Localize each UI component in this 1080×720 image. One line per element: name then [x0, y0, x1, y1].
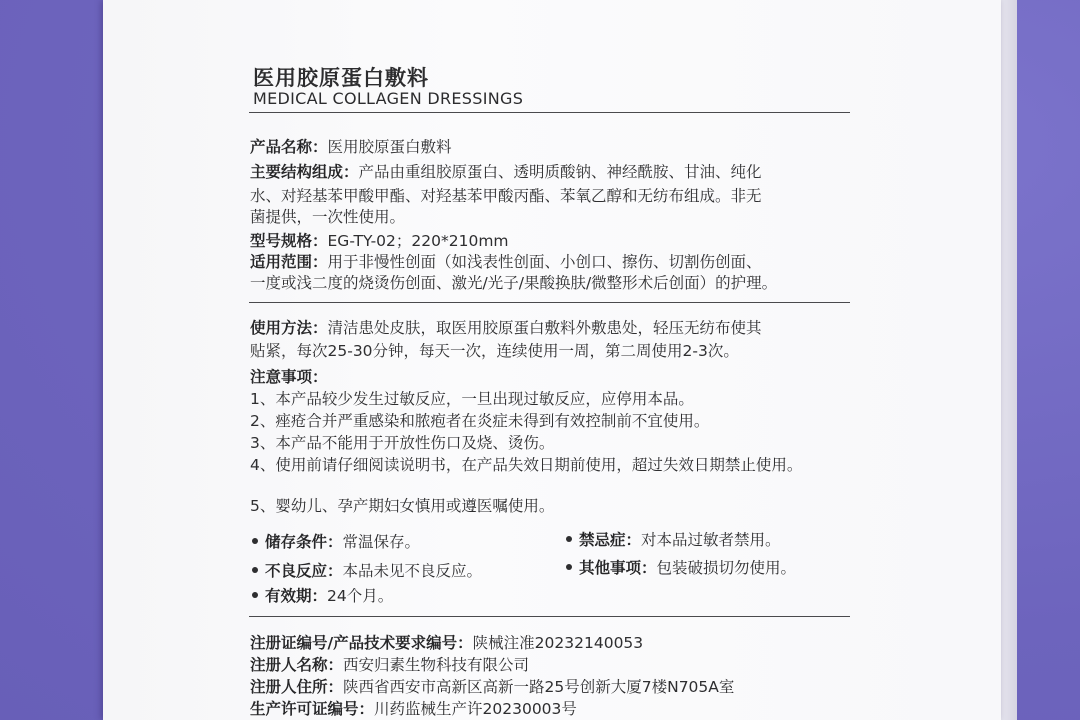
composition-label: 主要结构组成：	[250, 163, 359, 181]
model-value: EG-TY-02；220*210mm	[327, 232, 509, 250]
other-label: 其他事项：	[579, 559, 657, 577]
address-label: 注册人住所：	[250, 678, 344, 696]
box-side-edge	[1000, 0, 1017, 720]
product-name-value: 医用胶原蛋白敷料	[327, 138, 452, 156]
contraindication-label: 禁忌症：	[579, 531, 642, 549]
validity-row	[252, 586, 393, 606]
scope-row	[250, 252, 762, 272]
composition-line-2: 水、对羟基苯甲酸甲酯、对羟基苯甲酸丙酯、苯氧乙醇和无纺布组成。非无	[250, 187, 762, 205]
other-row	[566, 558, 796, 578]
note-item: 1、本产品较少发生过敏反应，一旦出现过敏反应，应停用本品。	[250, 390, 694, 408]
license-label: 生产许可证编号：	[250, 700, 375, 718]
title-english: MEDICAL COLLAGEN DRESSINGS	[253, 89, 524, 108]
usage-line-1: 清洁患处皮肤，取医用胶原蛋白敷料外敷患处，轻压无纺布使其	[327, 319, 762, 337]
registration-value: 陕械注准20232140053	[472, 634, 644, 652]
product-name-row	[250, 137, 452, 157]
composition-line-3: 菌提供，一次性使用。	[250, 208, 406, 226]
composition-line-1: 产品由重组胶原蛋白、透明质酸钠、神经酰胺、甘油、纯化	[358, 163, 762, 181]
bullet-icon	[566, 536, 572, 542]
composition-row	[250, 162, 762, 182]
model-label: 型号规格：	[250, 232, 328, 250]
usage-label: 使用方法：	[250, 319, 328, 337]
registration-label: 注册证编号/产品技术要求编号：	[250, 634, 473, 652]
bullet-icon	[252, 567, 258, 573]
contraindication-value: 对本品过敏者禁用。	[641, 531, 781, 549]
note-item: 5、婴幼儿、孕产期妇女慎用或遵医嘱使用。	[250, 497, 555, 515]
registrant-value: 西安归素生物科技有限公司	[343, 656, 530, 674]
usage-row	[250, 318, 762, 338]
usage-line-2: 贴紧，每次25-30分钟，每天一次，连续使用一周，第二周使用2-3次。	[250, 342, 739, 360]
storage-label: 储存条件：	[265, 533, 343, 551]
storage-value: 常温保存。	[342, 533, 421, 551]
registrant-label: 注册人名称：	[250, 656, 344, 674]
notes-label: 注意事项：	[250, 368, 328, 386]
bullet-icon	[252, 538, 258, 544]
note-item: 3、本产品不能用于开放性伤口及烧、烫伤。	[250, 434, 555, 452]
scope-label: 适用范围：	[250, 253, 328, 271]
bullet-icon	[252, 592, 258, 598]
validity-value: 24个月。	[327, 587, 394, 605]
registration-row	[250, 633, 643, 653]
divider-top	[249, 112, 850, 113]
notes-heading	[250, 367, 328, 387]
validity-label: 有效期：	[265, 587, 328, 605]
other-value: 包装破损切勿使用。	[656, 559, 797, 577]
note-item: 2、痤疮合并严重感染和脓疱者在炎症未得到有效控制前不宜使用。	[250, 412, 710, 430]
scope-line-2: 一度或浅二度的烧烫伤创面、激光/光子/果酸换肤/微整形术后创面）的护理。	[250, 274, 778, 292]
license-row	[250, 699, 577, 719]
divider-bottom	[249, 616, 850, 617]
adverse-label: 不良反应：	[265, 562, 343, 580]
product-name-label: 产品名称：	[250, 138, 328, 156]
address-row	[250, 677, 734, 697]
contraindication-row	[566, 530, 781, 550]
license-value: 川药监械生产许20230003号	[374, 700, 577, 718]
note-item: 4、使用前请仔细阅读说明书，在产品失效日期前使用，超过失效日期禁止使用。	[250, 456, 803, 474]
scope-line-1: 用于非慢性创面（如浅表性创面、小创口、擦伤、切割伤创面、	[327, 253, 762, 271]
address-value: 陕西省西安市高新区高新一路25号创新大厦7楼N705A室	[343, 678, 735, 696]
model-row	[250, 231, 509, 251]
adverse-value: 本品未见不良反应。	[342, 562, 483, 580]
title-chinese: 医用胶原蛋白敷料	[253, 66, 429, 90]
bullet-icon	[566, 564, 572, 570]
storage-row	[252, 532, 420, 552]
divider-middle	[249, 302, 850, 303]
adverse-row	[252, 561, 482, 581]
registrant-row	[250, 655, 529, 675]
